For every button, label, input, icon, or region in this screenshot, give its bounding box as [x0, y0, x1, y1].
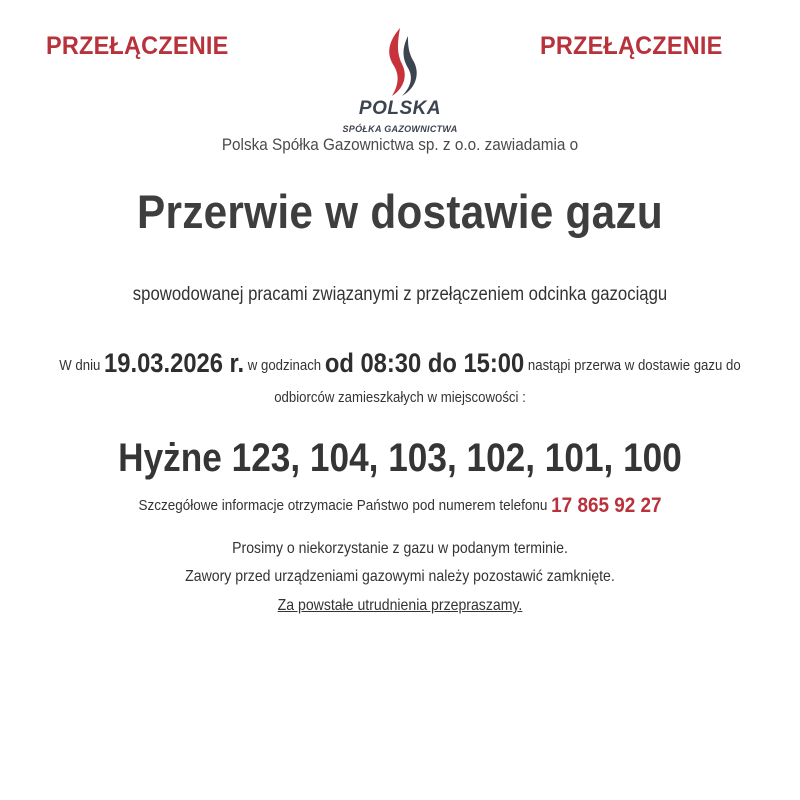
- header-label-right: PRZEŁĄCZENIE: [540, 32, 723, 60]
- flame-logo-icon: [378, 26, 422, 98]
- phone-number: 17 865 92 27: [551, 494, 662, 517]
- phone-info-text: Szczegółowe informacje otrzymacie Państwo pod numerem telefonu: [138, 497, 548, 514]
- outage-date: 19.03.2026 r.: [104, 348, 245, 378]
- logo-wordmark: POLSKA: [358, 98, 442, 119]
- phone-info: [40, 494, 760, 518]
- intro-text: Polska Spółka Gazownictwa sp. z o.o. zawiadamia o: [221, 135, 579, 154]
- reason-text: spowodowanej pracami związanymi z przełączeniem odcinka gazociągu: [132, 284, 668, 305]
- outage-hours: od 08:30 do 15:00: [324, 348, 525, 378]
- request-line-2: Zawory przed urządzeniami gazowymi należy pozostawić zamknięte.: [185, 568, 615, 585]
- logo-subtitle: SPÓŁKA GAZOWNICTWA: [342, 124, 458, 134]
- schedule-line-2: odbiorców zamieszkałych w miejscowości :: [274, 389, 526, 406]
- schedule-prefix: W dniu: [59, 357, 101, 374]
- schedule-suffix: nastąpi przerwa w dostawie gazu do: [527, 357, 741, 374]
- request-line-1: Prosimy o niekorzystanie z gazu w podanym terminie.: [232, 540, 568, 557]
- notice-headline: Przerwie w dostawie gazu: [137, 185, 663, 238]
- hours-label: w godzinach: [247, 357, 322, 374]
- header-label-left: PRZEŁĄCZENIE: [46, 32, 229, 60]
- apology-line: Za powstałe utrudnienia przepraszamy.: [277, 597, 523, 614]
- schedule-line: [48, 348, 752, 379]
- affected-location: Hyżne 123, 104, 103, 102, 101, 100: [118, 436, 682, 480]
- company-logo: [320, 26, 480, 138]
